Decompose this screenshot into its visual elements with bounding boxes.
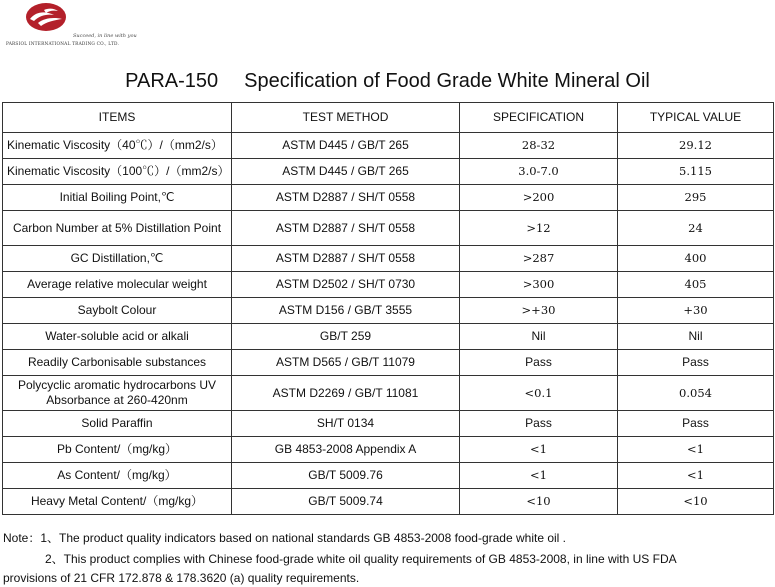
table-row (3, 350, 774, 376)
spec-cell: >12 (460, 211, 618, 246)
table-row (3, 246, 774, 272)
item-cell: Kinematic Viscosity（40℃）/（mm2/s） (3, 133, 232, 159)
typical-cell: Pass (618, 411, 774, 437)
table-row (3, 185, 774, 211)
table-row (3, 272, 774, 298)
spec-cell: >287 (460, 246, 618, 272)
table-row (3, 463, 774, 489)
item-cell: Average relative molecular weight (3, 272, 232, 298)
method-cell: ASTM D2887 / SH/T 0558 (232, 185, 460, 211)
method-cell: ASTM D2887 / SH/T 0558 (232, 246, 460, 272)
method-cell: ASTM D2887 / SH/T 0558 (232, 211, 460, 246)
spec-cell: <1 (460, 437, 618, 463)
typical-cell: Pass (618, 350, 774, 376)
item-cell: Readily Carbonisable substances (3, 350, 232, 376)
typical-cell: 400 (618, 246, 774, 272)
method-cell: ASTM D445 / GB/T 265 (232, 133, 460, 159)
typical-cell: 5.115 (618, 159, 774, 185)
spec-cell: <1 (460, 463, 618, 489)
method-cell: GB/T 5009.76 (232, 463, 460, 489)
table-row (3, 211, 774, 246)
note-line-3: provisions of 21 CFR 172.878 & 178.3620 (a) quality requirements. (3, 571, 360, 585)
typical-cell: 295 (618, 185, 774, 211)
method-cell: ASTM D565 / GB/T 11079 (232, 350, 460, 376)
table-row (3, 411, 774, 437)
method-cell: GB/T 259 (232, 324, 460, 350)
item-cell: GC Distillation,℃ (3, 246, 232, 272)
company-logo (6, 0, 146, 52)
method-cell: ASTM D156 / GB/T 3555 (232, 298, 460, 324)
item-cell: As Content/（mg/kg） (3, 463, 232, 489)
spec-cell: 28-32 (460, 133, 618, 159)
product-code: PARA-150 (125, 70, 219, 92)
item-cell: Pb Content/（mg/kg） (3, 437, 232, 463)
table-row (3, 376, 774, 411)
spec-cell: Nil (460, 324, 618, 350)
item-cell: Carbon Number at 5% Distillation Point (3, 211, 232, 246)
table-row (3, 298, 774, 324)
note-line-2: 2、This product complies with Chinese food-grade white oil quality requirements of GB 4853-2008, in line with US FDA (45, 552, 677, 566)
typical-cell: 0.054 (618, 376, 774, 411)
table-row (3, 159, 774, 185)
typical-cell: +30 (618, 298, 774, 324)
item-cell: Heavy Metal Content/（mg/kg） (3, 489, 232, 515)
method-cell: GB/T 5009.74 (232, 489, 460, 515)
typical-cell: 405 (618, 272, 774, 298)
title-text: Specification of Food Grade White Mineral Oil (244, 70, 650, 92)
note-line-1: Note：1、The product quality indicators based on national standards GB 4853-2008 food-grade white oil . (3, 531, 567, 545)
table-header-row (3, 103, 774, 133)
method-cell: ASTM D2269 / GB/T 11081 (232, 376, 460, 411)
item-cell: Saybolt Colour (3, 298, 232, 324)
logo-tagline: Succeed, in line with you (73, 33, 137, 39)
logo-swirl-icon (24, 2, 68, 32)
item-cell: Initial Boiling Point,℃ (3, 185, 232, 211)
spec-cell: >200 (460, 185, 618, 211)
spec-cell: <0.1 (460, 376, 618, 411)
spec-cell: >300 (460, 272, 618, 298)
item-cell: Polycyclic aromatic hydrocarbons UV Absorbance at 260-420nm (3, 376, 232, 411)
company-name: PARSIOL INTERNATIONAL TRADING CO., LTD. (6, 42, 120, 47)
table-row (3, 437, 774, 463)
item-cell: Water-soluble acid or alkali (3, 324, 232, 350)
table-row (3, 489, 774, 515)
spec-cell: Pass (460, 350, 618, 376)
item-cell: Kinematic Viscosity（100℃）/（mm2/s） (3, 159, 232, 185)
typical-cell: <1 (618, 463, 774, 489)
typical-cell: 24 (618, 211, 774, 246)
page-title (0, 70, 775, 93)
column-header-items: ITEMS (3, 103, 232, 133)
table-row (3, 133, 774, 159)
column-header-specification: SPECIFICATION (460, 103, 618, 133)
column-header-typical-value: TYPICAL VALUE (618, 103, 774, 133)
item-cell: Solid Paraffin (3, 411, 232, 437)
typical-cell: Nil (618, 324, 774, 350)
specification-table (2, 102, 774, 515)
column-header-test-method: TEST METHOD (232, 103, 460, 133)
method-cell: ASTM D2502 / SH/T 0730 (232, 272, 460, 298)
table-row (3, 324, 774, 350)
method-cell: GB 4853-2008 Appendix A (232, 437, 460, 463)
spec-cell: >+30 (460, 298, 618, 324)
method-cell: SH/T 0134 (232, 411, 460, 437)
method-cell: ASTM D445 / GB/T 265 (232, 159, 460, 185)
typical-cell: 29.12 (618, 133, 774, 159)
typical-cell: <1 (618, 437, 774, 463)
typical-cell: <10 (618, 489, 774, 515)
spec-cell: Pass (460, 411, 618, 437)
spec-cell: <10 (460, 489, 618, 515)
spec-cell: 3.0-7.0 (460, 159, 618, 185)
